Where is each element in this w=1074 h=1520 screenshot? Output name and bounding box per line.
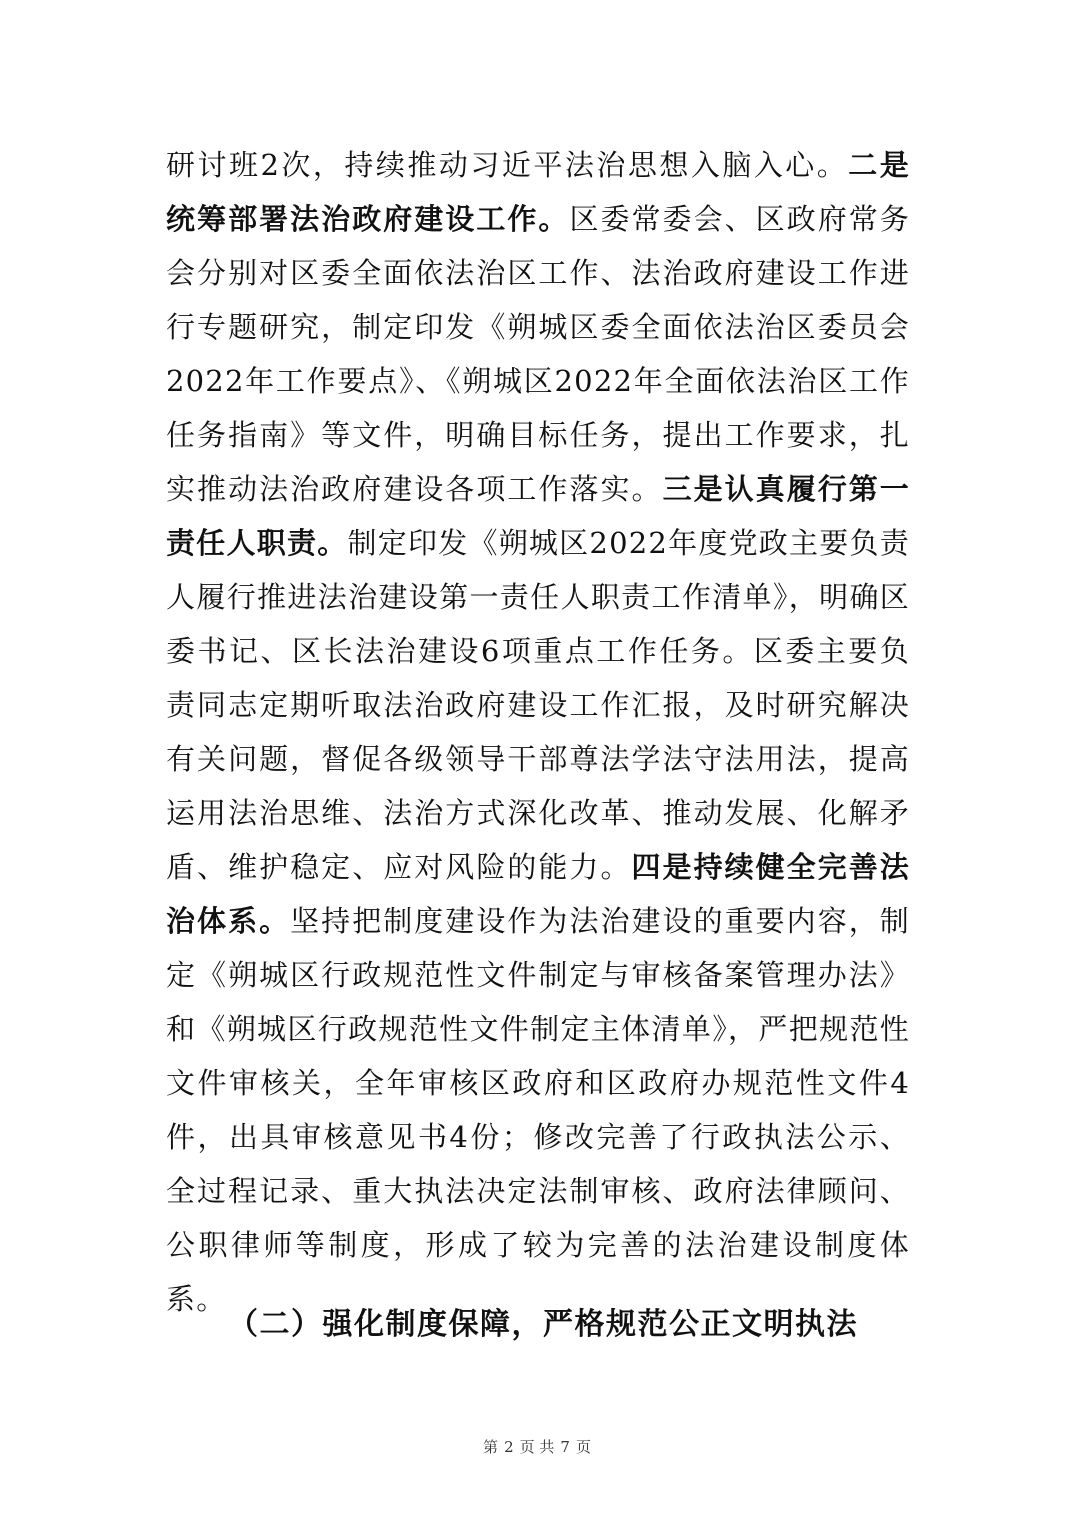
sentence-2: 区委常委会、区政府常务会分别对区委全面依法治区工作、法治政府建设工作进行专题研究，制定印发《朔城区委全面依法治区委员会2022年工作要点》、《朔城区2022年全面依法治区工作任务指南》等文件，明确目标任务，提出工作要求，扎实推动法治政府建设各项工作落实。 xyxy=(166,202,910,506)
body-paragraph xyxy=(166,138,910,1326)
sentence-4: 坚持把制度建设作为法治建设的重要内容，制定《朔城区行政规范性文件制定与审核备案管理办法》和《朔城区行政规范性文件制定主体清单》，严把规范性文件审核关，全年审核区政府和区政府办规范性文件4件，出具审核意见书4份；修改完善了行政执法公示、全过程记录、重大执法决定法制审核、政府法律顾问、公职律师等制度，形成了较为完善的法治建设制度体系。 xyxy=(166,904,910,1316)
footer-suffix: 页 xyxy=(575,1438,591,1456)
sentence-3: 制定印发《朔城区2022年度党政主要负责人履行推进法治建设第一责任人职责工作清单》，明确区委书记、区长法治建设6项重点工作任务。区委主要负责同志定期听取法治政府建设工作汇报，及时研究解决有关问题，督促各级领导干部尊法学法守法用法，提高运用法治思维、法治方式深化改革、推动发展、化解矛盾、维护稳定、应对风险的能力。 xyxy=(166,526,910,884)
page-footer xyxy=(0,1436,1074,1457)
point-4-heading: 四是持续健全完善法治体系。 xyxy=(166,850,910,938)
footer-prefix: 第 xyxy=(483,1438,499,1456)
point-3-heading: 三是认真履行第一责任人职责。 xyxy=(166,472,911,560)
section-heading: （二）强化制度保障，严格规范公正文明执法 xyxy=(228,1307,858,1342)
sentence-1: 研讨班2次，持续推动习近平法治思想入脑入心。 xyxy=(166,148,849,182)
footer-total-pages: 7 xyxy=(560,1438,570,1456)
footer-page-number: 2 xyxy=(504,1438,514,1456)
footer-middle: 页 共 xyxy=(519,1438,555,1456)
point-2-heading: 二是统筹部署法治政府建设工作。 xyxy=(166,148,910,236)
